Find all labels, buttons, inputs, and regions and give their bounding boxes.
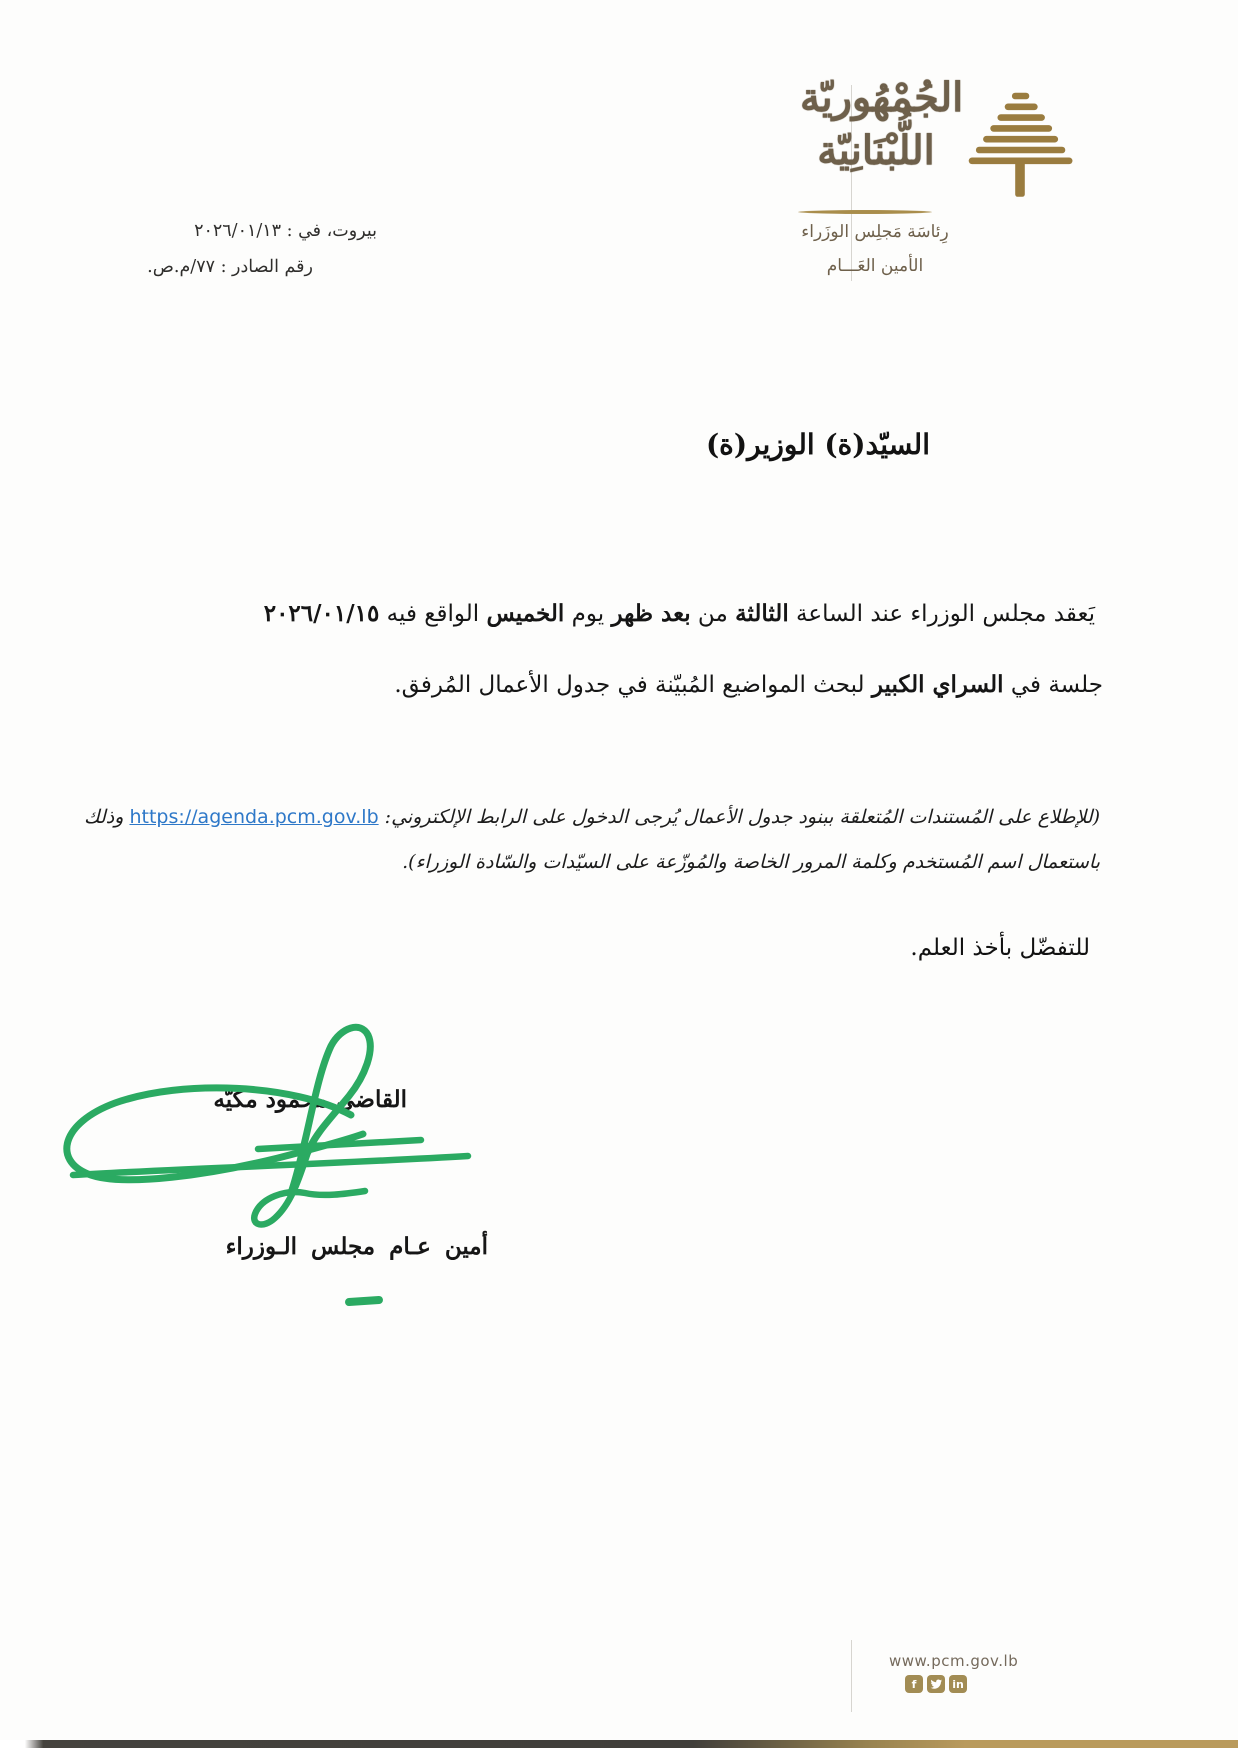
recipient-title: السيّد(ة) الوزير(ة) — [705, 428, 930, 461]
body-paragraph-line1: يَعقد مجلس الوزراء عند الساعة الثالثة من بعد ظهر يوم الخميس الواقع فيه ٢٠٢٦/٠١/١٥ — [263, 600, 1095, 627]
twitter-icon — [927, 1675, 945, 1693]
scan-fold-line-bottom — [851, 1640, 852, 1712]
handwritten-signature — [52, 1022, 476, 1234]
cedar-tree-icon — [960, 84, 1080, 204]
letter-date: بيروت، في : ٢٠٢٦/٠١/١٣ — [194, 221, 377, 241]
agenda-note-line2: باستعمال اسم المُستخدم وكلمة المرور الخاصة والمُوزّعة على السيّدات والسّادة الوزراء). — [402, 851, 1100, 873]
linkedin-icon: in — [949, 1675, 967, 1693]
org-department: الأمين العَـــام — [826, 256, 924, 276]
scan-bottom-edge — [0, 1740, 1238, 1748]
footer-social-icons — [905, 1675, 967, 1693]
note-prefix: (للإطلاع على المُستندات المُتعلقة ببنود جدول الأعمال يُرجى الدخول على الرابط الإلكتروني: — [378, 806, 1100, 828]
body-paragraph-line2: جلسة في السراي الكبير لبحث المواضيع المُبيّنة في جدول الأعمال المُرفق. — [394, 671, 1103, 698]
republic-name-line2: اللُّبْنَانِيّة — [817, 126, 935, 174]
signatory-role: أمين عـام مجلس الـوزراء — [225, 1233, 488, 1260]
org-name: رِئاسَة مَجلِس الوزَراء — [801, 222, 949, 242]
footer-website: www.pcm.gov.lb — [889, 1652, 1019, 1670]
note-suffix: وذلك — [83, 806, 130, 828]
republic-name-line1: الجُمْهُوريّة — [800, 74, 964, 121]
agenda-note-line1 — [84, 806, 1100, 828]
letter-reference-number: رقم الصادر : ٧٧/م.ص. — [147, 257, 313, 277]
facebook-icon: f — [905, 1675, 923, 1693]
signatory-name: القاضي محمود مكيّه — [213, 1086, 407, 1113]
agenda-portal-link[interactable]: https://agenda.pcm.gov.lb — [129, 806, 379, 828]
closing-phrase: للتفضّل بأخذ العلم. — [910, 935, 1090, 961]
letterhead-divider — [798, 210, 932, 214]
republic-calligraphy — [800, 72, 964, 178]
signature-ink-dash — [345, 1296, 383, 1307]
